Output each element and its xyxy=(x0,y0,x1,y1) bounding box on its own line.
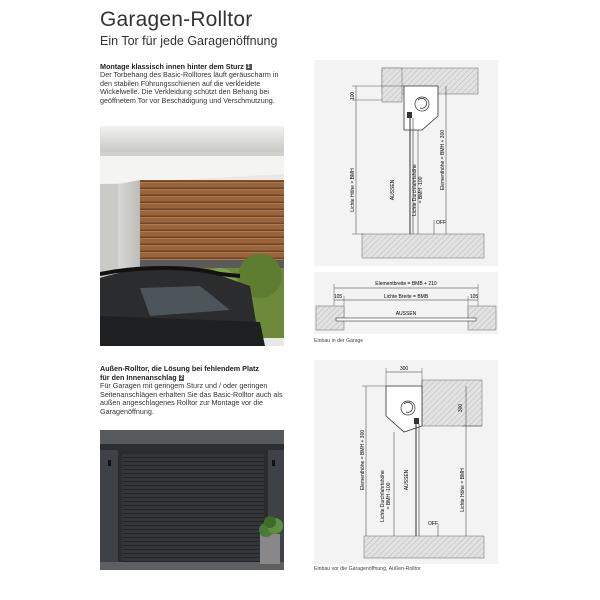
section2-heading xyxy=(100,364,290,382)
page-title: Garagen-Rolltor xyxy=(100,8,253,31)
photo-garage-dark-door-image xyxy=(100,430,284,570)
plan-elementbreite: Elementbreite = BMB + 210 xyxy=(375,281,437,287)
diagram1-off: OFF xyxy=(436,220,446,226)
diagram1-dim-top: 100 xyxy=(350,91,356,101)
diagram1-drawing xyxy=(314,60,498,266)
photo-garage-dark-door xyxy=(100,430,284,570)
diagram2-dim-side: 300 xyxy=(458,403,464,413)
section2-heading-line2: für den Innenanschlag xyxy=(100,373,177,382)
section1-body: Der Torbehang des Basic-Rolltores läuft geräuscharm in den stabilen Führungsschienen auf die verkleidete Wickelwelle. Die Verkleidung schützt den Behang bei geöffnetem Tor vor Beschädigung und Verschmutzung. xyxy=(100,70,279,105)
diagram2 xyxy=(314,360,498,564)
section2-body: Für Garagen mit geringem Sturz und / oder geringen Seitenanschlägen erhalten Sie das Basic-Rolltor auch als außen angeschlagenes Rolltor zur Montage vor die Garagenöffnung. xyxy=(100,381,283,416)
photo-garage-wood-door-image xyxy=(100,126,284,346)
diagram1 xyxy=(314,60,498,266)
diagram2-drawing xyxy=(314,360,498,564)
diagram1-durchfahrt-1: Lichte Durchfahrtshöhe xyxy=(412,164,418,216)
diagram2-elementhoehe: Elementhöhe = BMH + 300 xyxy=(360,429,366,491)
plan-aussen: AUSSEN xyxy=(395,311,417,317)
page-subtitle: Ein Tor für jede Garagenöffnung xyxy=(100,34,278,48)
photo-garage-wood-door xyxy=(100,126,284,346)
diagram-plan-drawing xyxy=(314,272,498,334)
plan-caption: Einbau in der Garage xyxy=(314,338,364,344)
section1-heading-text: Montage klassisch innen hinter dem Sturz xyxy=(100,62,244,71)
diagram2-caption: Einbau vor die Garagenöffnung, Außen-Rolltor xyxy=(314,566,421,572)
plan-105-left: 105 xyxy=(333,294,343,300)
diagram1-durchfahrt-2: = BMH -100 xyxy=(418,176,424,204)
diagram2-durchfahrt-1: Lichte Durchfahrtshöhe xyxy=(380,470,386,522)
diagram1-lichte-hoehe: Lichte Höhe = BMH xyxy=(350,168,356,212)
section2-badge: 2 xyxy=(180,375,183,381)
diagram1-elementhoehe: Elementhöhe = BMH + 300 xyxy=(440,129,446,191)
diagram2-off: OFF xyxy=(428,521,438,527)
plan-lichte-breite: Lichte Breite = BMB xyxy=(383,294,429,300)
plan-105-right: 105 xyxy=(469,294,479,300)
section2-heading-line1: Außen-Rolltor, die Lösung bei fehlendem Platz xyxy=(100,364,259,373)
diagram1-aussen: AUSSEN xyxy=(390,179,396,201)
diagram2-dim-top: 300 xyxy=(399,366,409,372)
diagram-plan xyxy=(314,272,498,334)
diagram2-lichte-hoehe: Lichte Höhe = BMH xyxy=(460,468,466,512)
diagram2-durchfahrt-2: = BMH -100 xyxy=(386,482,392,510)
diagram2-aussen: AUSSEN xyxy=(404,469,410,491)
section1-badge: 1 xyxy=(247,64,251,70)
